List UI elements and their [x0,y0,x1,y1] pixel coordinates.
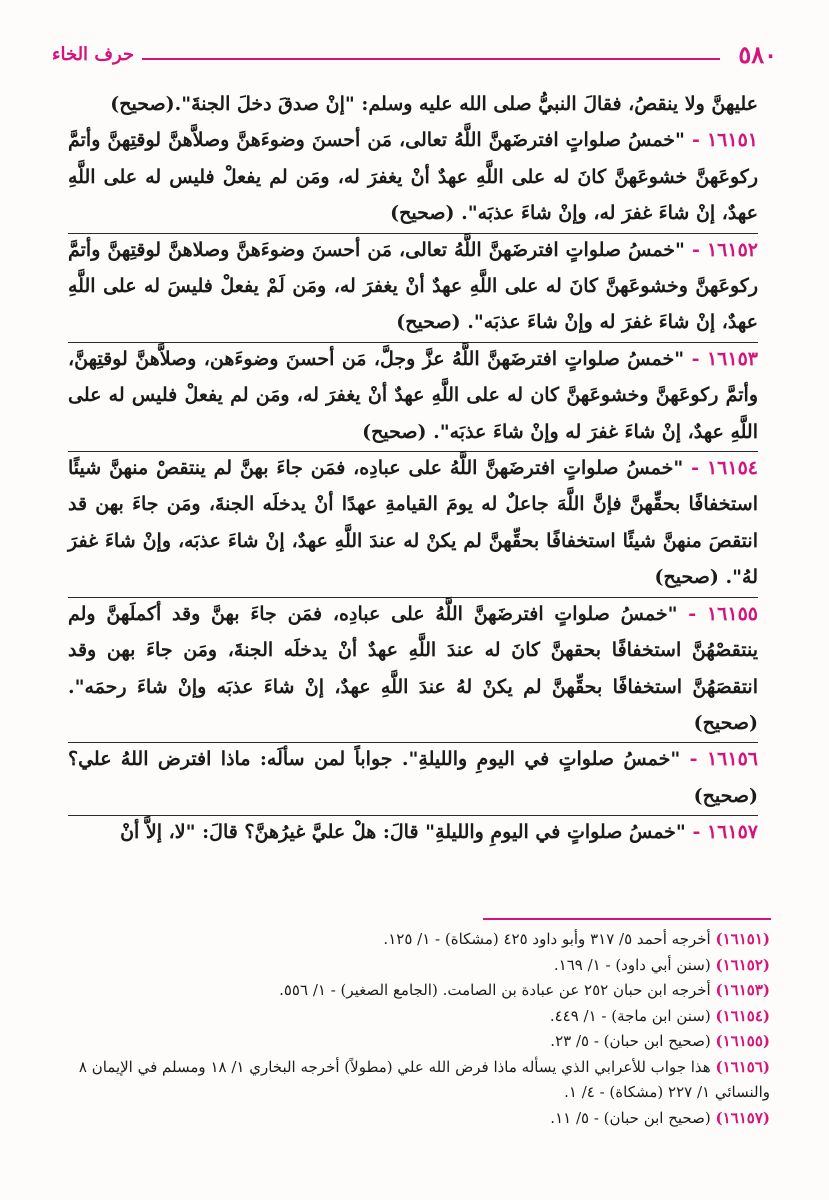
main-text [68,86,758,851]
footnote-number: (١٦١٥١) [715,930,770,948]
grade-label: (صحيح) [110,93,175,115]
footnote-text: (سنن ابن ماجة) - ١/ ٤٤٩. [549,1006,711,1025]
footnote-rule [483,918,771,920]
footnote-number: (١٦١٥٥) [715,1032,770,1050]
hadith-number: ١٦١٥١ - [692,129,758,152]
grade-label: (صحيح) [693,711,758,734]
hadith-entry [68,741,758,814]
footnote [58,953,770,979]
hadith-text: "خمسُ صلواتٍ افترضَهنَّ اللَّهُ على عبادِه، فمَن جاءَ بهنَّ وقد أكملَهنَّ ولم ينتقصْهُنَّ استخفافًا بحقهنَّ كانَ له عندَ اللَّهِ عهدٌ أنْ يدخلَه الجنةَ، ومَن جاءَ بهن وقد انتقصَهُنَّ استخفافًا بحقِّهنَّ لم يكنْ لهُ عندَ اللَّهِ عهدٌ، إنْ شاءَ عذبَه وإنْ شاءَ رحمَه". [68,602,758,698]
grade-label: (صحيح) [693,784,758,807]
hadith-text: "خمسُ صلواتٍ افترضَهنَّ اللَّهُ على عبادِه، فمَن جاءَ بهنَّ لم ينتقصْ منهنَّ شيئًا استخفافًا بحقِّهنَّ فإنَّ اللَّهَ جاعلٌ له يومَ القيامةِ عهدًا أنْ يدخلَه الجنةَ، ومَن جاءَ بهن قد انتقصَ منهنَّ شيئًا استخفافًا بحقِّهنَّ لم يكنْ له عندَ اللَّهِ عهدٌ، إنْ شاءَ عذبَه، وإنْ شاءَ غفرَ لهُ". [68,457,758,589]
footnote [58,1106,770,1132]
grade-label: (صحيح) [390,202,455,225]
hadith-number: ١٦١٥٤ - [691,457,758,480]
footnote [58,978,770,1004]
footnote-text: (سنن أبي داود) - ١/ ١٦٩. [553,955,711,974]
footnote-text: (صحيح ابن حبان) - ٥/ ١١. [550,1108,711,1127]
footnote [58,1055,770,1106]
header-rule [142,58,720,60]
hadith-number: ١٦١٥٣ - [691,347,758,370]
page-header [52,36,777,72]
grade-label: (صحيح) [654,566,719,589]
hadith-text: "خمسُ صلواتٍ في اليومِ والليلةِ" قالَ: هلْ عليَّ غيرُهنَّ؟ قالَ: "لا، إلاَّ أنْ [120,821,686,844]
footnote-text: هذا جواب للأعرابي الذي يسأله ماذا فرض الله علي (مطولاً) أخرجه البخاري ١/ ١٨ ومسلم في الإيمان ٨ والنسائي ١/ ٢٢٧ (مشكاة) - ٤/ ١. [78,1057,770,1101]
hadith-number: ١٦١٥٦ - [689,748,758,771]
footnote-number: (١٦١٥٦) [715,1057,770,1076]
hadith-text: "خمسُ صلواتٍ افترضَهنَّ اللَّهُ تعالى، مَن أحسنَ وضوءَهنَّ وصلاهنَّ لوقتِهنَّ وأتمَّ ركوعَهنَّ وخشوعَهنَّ كانَ له على اللَّهِ عهدٌ أنْ يغفرَ له، ومَن لَمْ يفعلْ فليسَ له على اللَّهِ عهدٌ، إنْ شاءَ غفرَ له وإنْ شاءَ عذبَه". [68,238,758,334]
grade-label: (صحيح) [362,420,427,443]
hadith-number: ١٦١٥٧ - [692,821,758,844]
hadith-entry [68,814,758,850]
footnote-text: أخرجه ابن حبان ٢٥٢ عن عبادة بن الصامت. (الجامع الصغير) - ١/ ٥٥٦. [279,981,711,999]
hadith-entry [68,341,758,450]
hadith-text: "خمسُ صلواتٍ في اليومِ والليلةِ". جواباً لمن سألَه: ماذا افترض اللهُ علي؟ [68,748,681,771]
footnote-number: (١٦١٥٢) [715,955,770,974]
continuation-paragraph [68,86,758,122]
hadith-text: "خمسُ صلواتٍ افترضَهنَّ اللَّهُ عزَّ وجلَّ، مَن أحسنَ وضوءَهن، وصلاَّهنَّ لوقتِهنَّ، وأتمَّ ركوعَهنَّ وخشوعَهنَّ كان له على اللَّهِ عهدٌ أنْ يغفرَ له، ومَن لم يفعلْ فليس له على اللَّهِ عهدٌ، إنْ شاءَ غفرَ له وإنْ شاءَ عذبَه". [68,347,758,443]
hadith-entry [68,596,758,742]
page-number: ٥٨٠ [738,39,777,69]
footnote-number: (١٦١٥٤) [715,1006,770,1025]
continuation-text: عليهنَّ ولا ينقصُ، فقالَ النبيُّ صلى الله عليه وسلم: "إنْ صدقَ دخلَ الجنةَ". [174,93,758,115]
hadith-number: ١٦١٥٥ - [688,602,758,625]
hadith-number: ١٦١٥٢ - [692,238,758,261]
footnote [58,927,770,953]
footnote-text: أخرجه أحمد ٥/ ٣١٧ وأبو داود ٤٢٥ (مشكاة) - ١/ ١٢٥. [383,930,711,948]
chapter-title: حرف الخاء [52,43,135,65]
footnotes [58,927,770,1131]
hadith-text: "خمسُ صلواتٍ افترضَهنَّ اللَّهُ تعالى، مَن أحسنَ وضوءَهنَّ وصلاَّهنَّ لوقتِهنَّ وأتمَّ ركوعَهنَّ خشوعَهنَّ كانَ له على اللَّهِ عهدٌ أنْ يغفرَ له، ومَن لم يفعلْ فليس له على اللَّهِ عهدٌ، إنْ شاءَ غفرَ له، وإنْ شاءَ عذبَه". [68,129,758,225]
footnote-number: (١٦١٥٧) [715,1108,770,1127]
hadith-entry [68,232,758,341]
hadith-entry [68,450,758,596]
footnote [58,1004,770,1030]
grade-label: (صحيح) [396,311,461,334]
footnote-text: (صحيح ابن حبان) - ٥/ ٢٣. [550,1032,711,1050]
footnote [58,1029,770,1055]
footnote-number: (١٦١٥٣) [715,981,770,999]
hadith-entry [68,122,758,231]
